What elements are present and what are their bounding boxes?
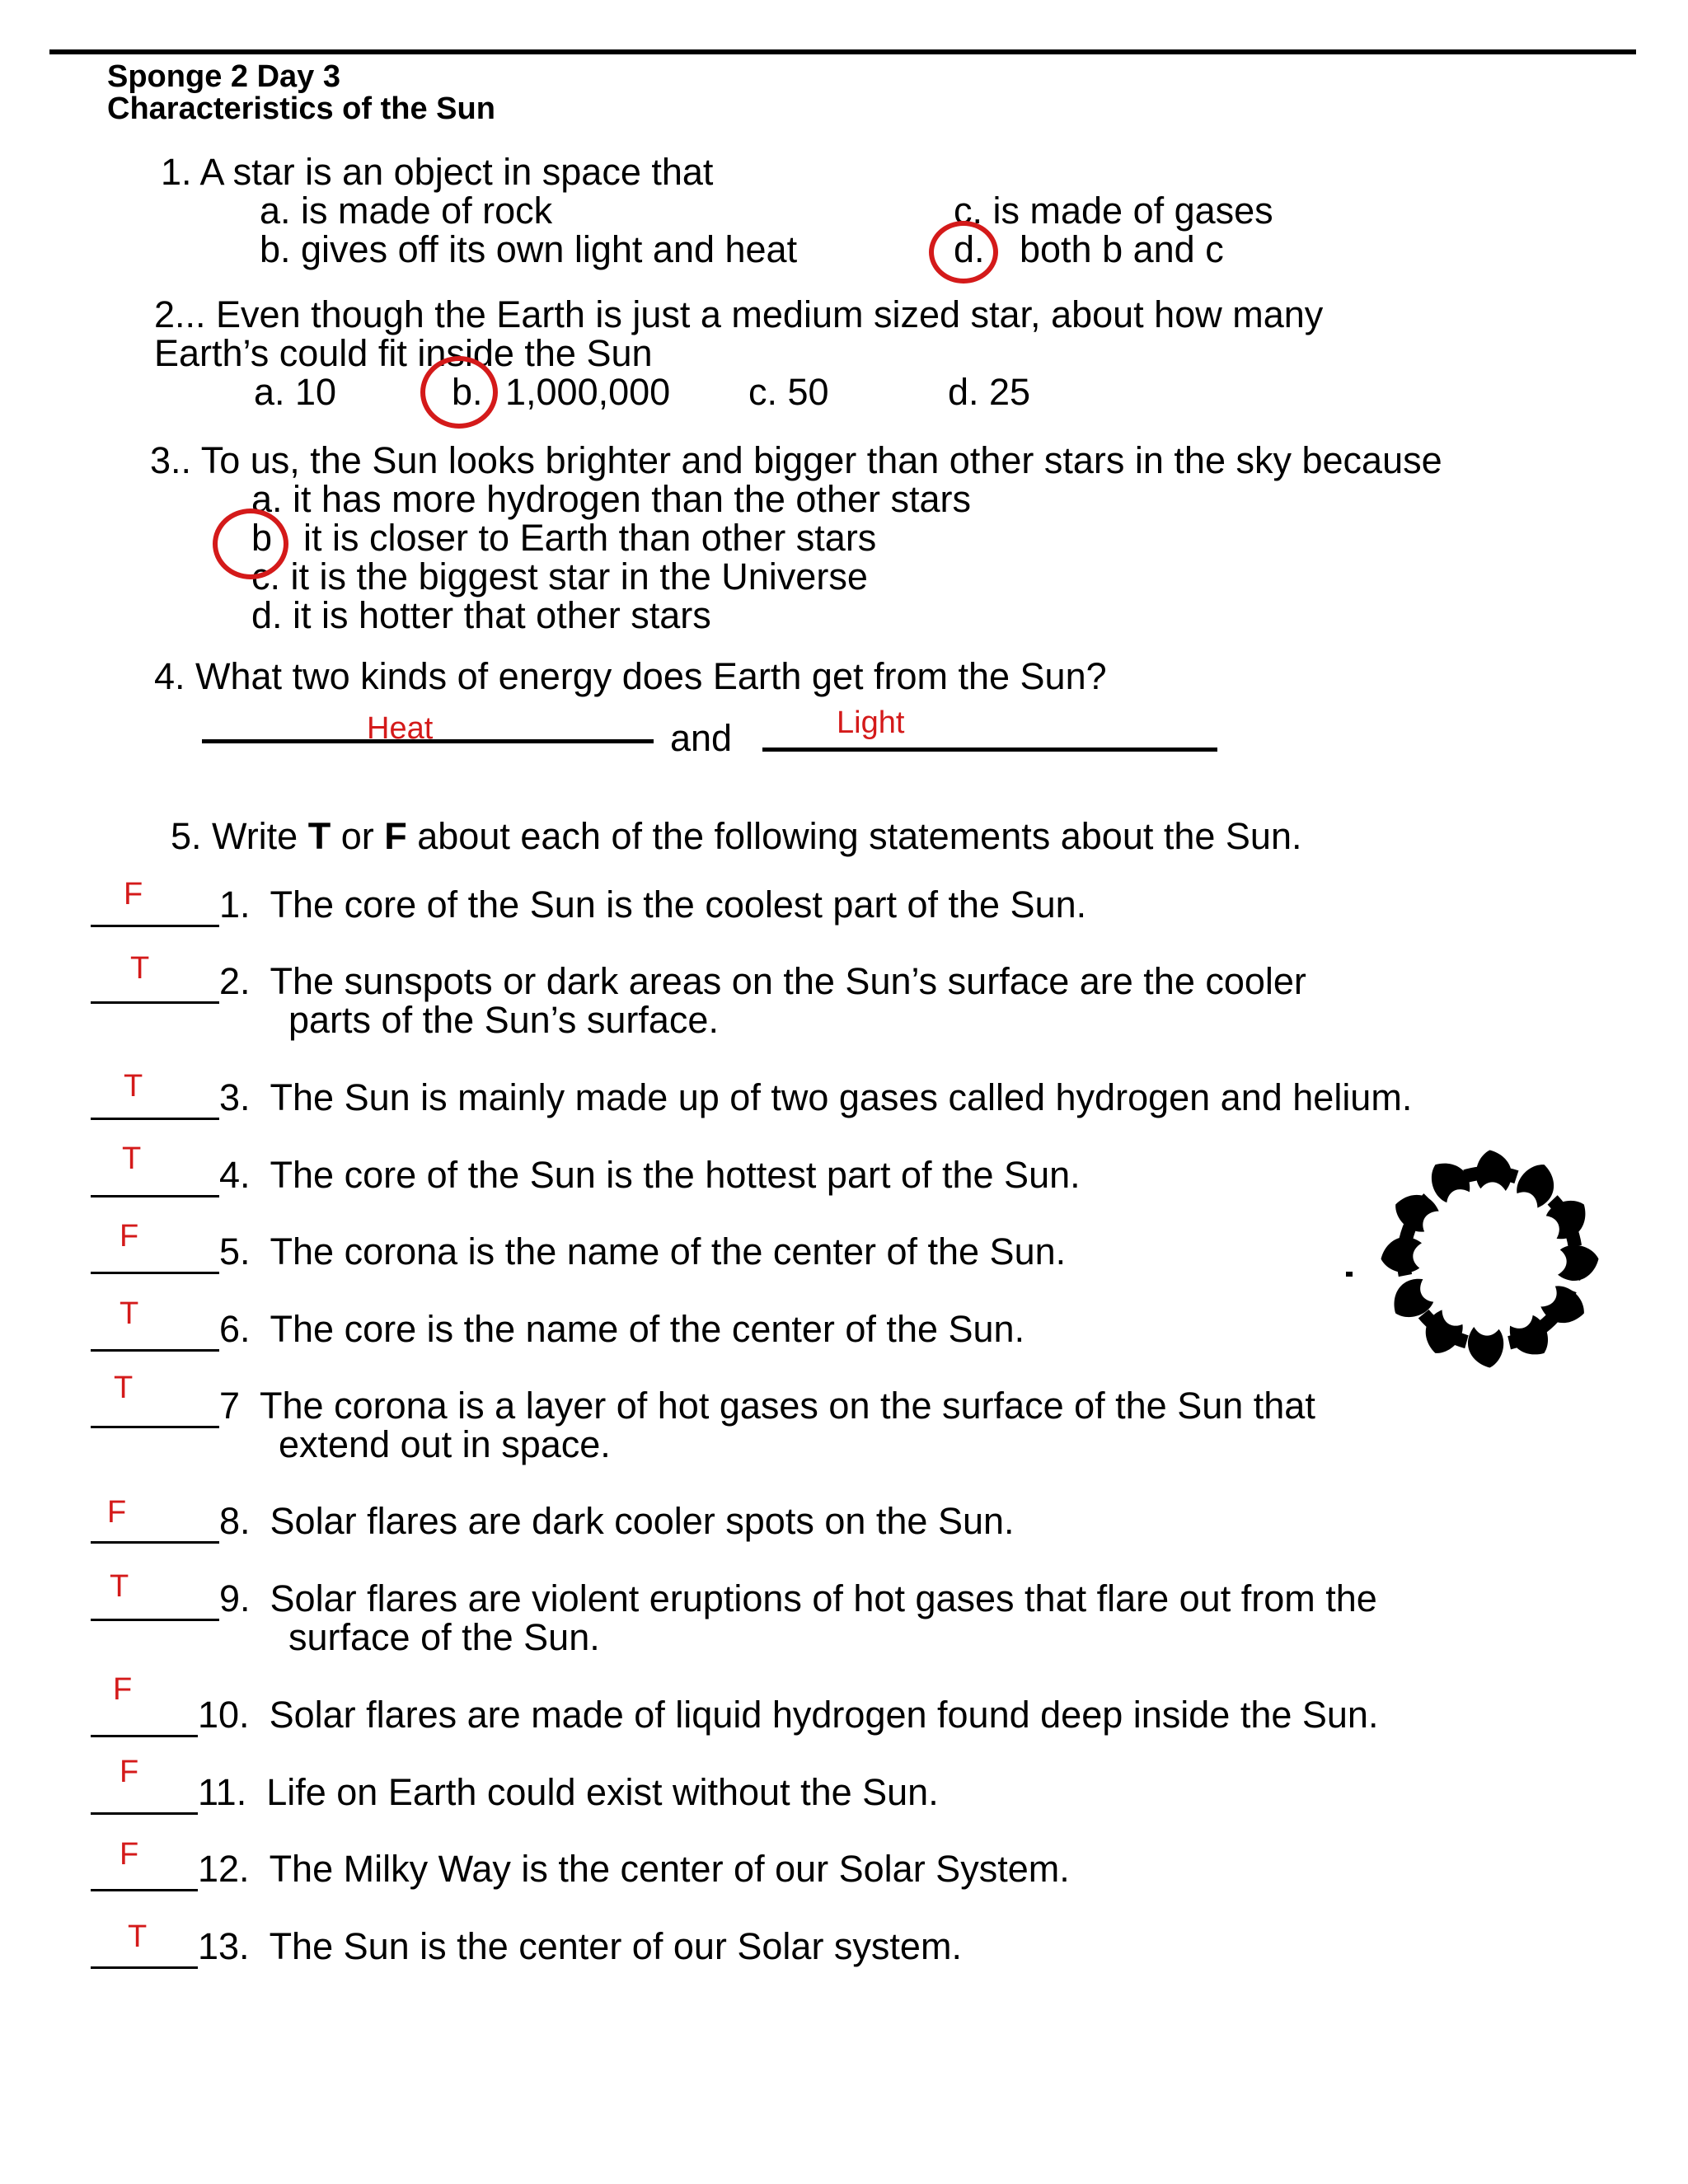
q1-option-c: c. is made of gases (954, 190, 1273, 232)
q5-answer: F (120, 1755, 139, 1789)
answer-blank (91, 1078, 219, 1120)
item-text: The Sun is the center of our Solar system. (269, 1925, 962, 1967)
q2-stem-line1: 2... Even though the Earth is just a medium sized star, about how many (154, 293, 1324, 335)
q4-answer-1: Heat (367, 711, 434, 746)
answer-blank (91, 1695, 198, 1737)
item-number: 12. (198, 1848, 250, 1890)
q2-option-b: b. (452, 371, 483, 413)
list-item (91, 1579, 1377, 1621)
list-item (91, 1155, 1081, 1197)
q5-answer: F (120, 1219, 139, 1254)
list-item (91, 1695, 1378, 1737)
top-rule (49, 49, 1636, 54)
q5-answer: F (107, 1495, 127, 1530)
q4-answer-2: Light (837, 705, 905, 740)
sun-icon (1376, 1146, 1603, 1372)
q3-option-c: c. it is the biggest star in the Universe (251, 555, 868, 598)
item-text: The corona is a layer of hot gases on the surface of the Sun that (260, 1385, 1315, 1427)
item-text: The core of the Sun is the hottest part of the Sun. (270, 1154, 1081, 1196)
list-item (91, 1849, 1070, 1891)
item-number: 13. (198, 1925, 250, 1967)
answer-blank (91, 885, 219, 927)
q5-answer: T (122, 1141, 142, 1176)
q4-stem: 4. What two kinds of energy does Earth get from the Sun? (154, 655, 1107, 697)
q4-and: and (670, 717, 733, 759)
item-text-continuation: parts of the Sun’s surface. (288, 999, 719, 1041)
item-text: The core is the name of the center of the Sun. (270, 1308, 1025, 1350)
q5-answer: F (113, 1672, 133, 1707)
list-item (91, 1232, 1066, 1274)
q5-stem-or: or (331, 815, 385, 857)
q2-option-c: c. 50 (748, 371, 829, 413)
item-text: The Sun is mainly made up of two gases called hydrogen and helium. (270, 1076, 1413, 1118)
answer-blank (91, 1502, 219, 1544)
q2-option-a: a. 10 (254, 371, 337, 413)
q5-stem-T: T (307, 815, 331, 857)
q5-stem (171, 817, 1302, 856)
answer-blank (91, 1386, 219, 1428)
item-number: 9. (219, 1577, 251, 1619)
q1-stem: 1. A star is an object in space that (161, 151, 714, 193)
list-item (91, 1927, 962, 1969)
stray-mark (1346, 1272, 1353, 1277)
q2-answer-circle (420, 356, 498, 429)
item-text: The corona is the name of the center of the Sun. (270, 1230, 1067, 1272)
q3-option-b-letter: b (251, 517, 273, 559)
sun-graphic (1376, 1146, 1603, 1372)
item-text: Life on Earth could exist without the Sun. (266, 1771, 939, 1813)
item-number: 11. (198, 1771, 247, 1813)
q4-answer-line-2 (762, 748, 1217, 752)
q5-answer: T (124, 1069, 143, 1104)
item-text: The core of the Sun is the coolest part of the Sun. (270, 883, 1087, 926)
q5-answer: F (120, 1837, 139, 1872)
item-text: Solar flares are made of liquid hydrogen found deep inside the Sun. (269, 1694, 1379, 1736)
item-text-continuation: surface of the Sun. (288, 1616, 600, 1658)
answer-blank (91, 1310, 219, 1352)
list-item (91, 1310, 1025, 1352)
item-number: 3. (219, 1076, 251, 1118)
q5-stem-F: F (384, 815, 407, 857)
item-text: Solar flares are dark cooler spots on the Sun. (270, 1500, 1015, 1542)
q5-answer: T (110, 1569, 129, 1604)
q1-option-a: a. is made of rock (260, 190, 553, 232)
q3-option-d: d. it is hotter that other stars (251, 594, 711, 636)
q3-option-b-text: it is closer to Earth than other stars (303, 517, 877, 559)
q2-stem-line2: Earth’s could fit inside the Sun (154, 332, 653, 374)
item-text-continuation: extend out in space. (279, 1423, 611, 1465)
answer-blank (91, 1155, 219, 1197)
q1-answer-circle (929, 221, 998, 284)
item-number: 10. (198, 1694, 250, 1736)
q3-answer-circle (213, 509, 288, 579)
q1-option-d-letter: d. (954, 228, 985, 270)
q3-option-a: a. it has more hydrogen than the other stars (251, 478, 971, 520)
answer-blank (91, 1232, 219, 1274)
answer-blank (91, 1927, 198, 1969)
q3-stem: 3.. To us, the Sun looks brighter and bigger than other stars in the sky because (150, 439, 1442, 481)
item-number: 5. (219, 1230, 251, 1272)
list-item (91, 1773, 939, 1815)
q5-stem-pre: 5. Write (171, 815, 308, 857)
worksheet-header-line1: Sponge 2 Day 3 (107, 59, 340, 94)
item-text: The sunspots or dark areas on the Sun’s surface are the cooler (270, 960, 1306, 1002)
q5-answer: T (128, 1919, 148, 1954)
q2-option-d: d. 25 (948, 371, 1031, 413)
item-number: 6. (219, 1308, 251, 1350)
list-item (91, 1078, 1412, 1120)
q1-option-d-text: both b and c (1020, 228, 1224, 270)
list-item (91, 885, 1086, 927)
item-number: 7 (219, 1385, 241, 1427)
list-item (91, 1502, 1015, 1544)
item-text: The Milky Way is the center of our Solar System. (269, 1848, 1070, 1890)
answer-blank (91, 1849, 198, 1891)
q2-option-b-text: 1,000,000 (505, 371, 671, 413)
answer-blank (91, 1579, 219, 1621)
q5-answer: T (114, 1371, 134, 1405)
list-item (91, 962, 1306, 1004)
item-text: Solar flares are violent eruptions of hot gases that flare out from the (270, 1577, 1377, 1619)
answer-blank (91, 1773, 198, 1815)
answer-blank (91, 962, 219, 1004)
item-number: 2. (219, 960, 251, 1002)
q5-stem-post: about each of the following statements about the Sun. (406, 815, 1302, 857)
item-number: 1. (219, 883, 251, 926)
q5-answer: F (124, 877, 143, 912)
list-item (91, 1386, 1315, 1428)
worksheet-title: Characteristics of the Sun (107, 91, 495, 126)
item-number: 8. (219, 1500, 251, 1542)
q5-answer: T (120, 1296, 139, 1331)
q5-answer: T (130, 951, 150, 986)
item-number: 4. (219, 1154, 251, 1196)
q1-option-b: b. gives off its own light and heat (260, 228, 798, 270)
